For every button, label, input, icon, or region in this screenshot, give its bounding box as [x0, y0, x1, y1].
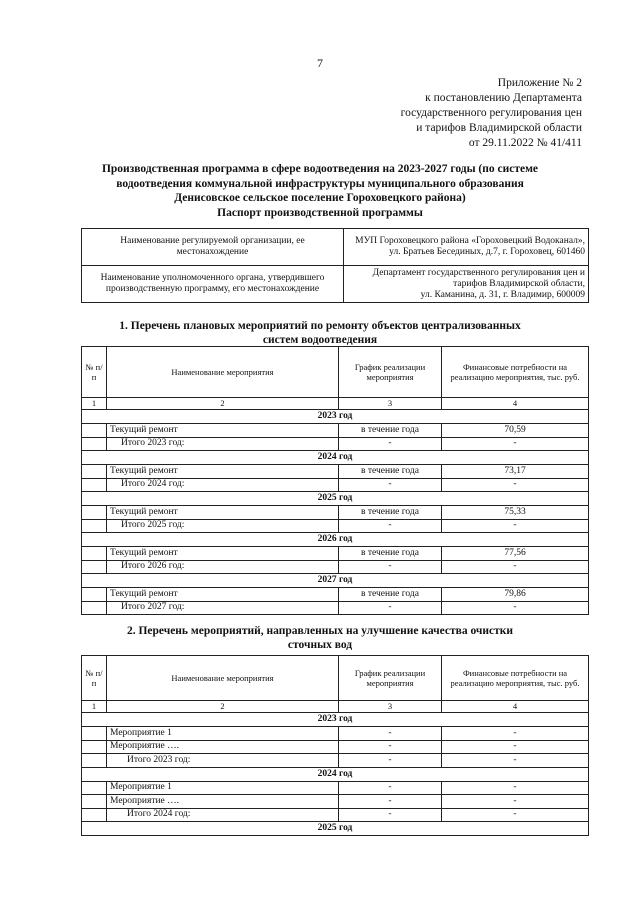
title-line: Производственная программа в сфере водоотведения на 2023-2027 годы (по системе	[101, 163, 539, 175]
total-row	[82, 754, 589, 768]
cell-schedule: -	[339, 781, 442, 795]
column-number-row	[82, 398, 589, 410]
total-row	[82, 808, 589, 822]
cell-num	[82, 547, 107, 561]
cell-num	[82, 754, 107, 768]
cell-cost: 70,59	[442, 424, 589, 438]
year-label: 2024 год	[82, 767, 589, 781]
cell-name: Текущий ремонт	[107, 506, 339, 520]
col-number: 2	[107, 701, 339, 713]
cell-cost: -	[442, 727, 589, 741]
year-row	[82, 767, 589, 781]
table-row	[82, 727, 589, 741]
cell-cost: -	[442, 808, 589, 822]
cell-name: Мероприятие ….	[107, 795, 339, 809]
cell-cost: 75,33	[442, 506, 589, 520]
appendix-header	[401, 76, 582, 151]
cell-num	[82, 465, 107, 479]
total-row	[82, 519, 589, 533]
cell-cost: -	[442, 754, 589, 768]
section1-title	[80, 319, 560, 347]
title-line: Паспорт производственной программы	[217, 206, 423, 219]
year-row	[82, 574, 589, 588]
cell-num	[82, 795, 107, 809]
org-value	[344, 229, 589, 266]
table-row	[82, 547, 589, 561]
cell-cost: 77,56	[442, 547, 589, 561]
col-header-name: Наименование мероприятия	[107, 347, 339, 398]
cell-total-label: Итого 2023 год:	[107, 437, 339, 451]
cell-name: Мероприятие 1	[107, 727, 339, 741]
col-header-num: № п/п	[82, 347, 107, 398]
cell-schedule: -	[339, 478, 442, 492]
auth-value-line: ул. Каманина, д. 31, г. Владимир, 600009	[420, 289, 585, 300]
table-row	[82, 740, 589, 754]
section2-title	[80, 624, 560, 652]
table-header-row	[82, 347, 589, 398]
col-header-schedule: График реализации мероприятия	[339, 656, 442, 701]
cell-total-label: Итого 2027 год:	[107, 601, 339, 615]
col-number: 3	[339, 701, 442, 713]
cell-schedule: -	[339, 740, 442, 754]
cell-cost: -	[442, 437, 589, 451]
auth-label: Наименование уполномоченного органа, утвердившего производственную программу, его местонахождение	[82, 266, 344, 303]
cell-schedule: -	[339, 437, 442, 451]
col-number: 4	[442, 701, 589, 713]
table-row	[82, 781, 589, 795]
col-number: 3	[339, 398, 442, 410]
repair-plan-table	[81, 346, 589, 615]
cell-schedule: -	[339, 519, 442, 533]
col-header-cost: Финансовые потребности на реализацию мероприятия, тыс. руб.	[442, 347, 589, 398]
year-label: 2024 год	[82, 451, 589, 465]
cell-total-label: Итого 2026 год:	[107, 560, 339, 574]
auth-value-line: Департамент государственного регулирования цен и тарифов Владимирской области,	[372, 267, 585, 289]
year-label: 2026 год	[82, 533, 589, 547]
cell-schedule: -	[339, 795, 442, 809]
cell-num	[82, 437, 107, 451]
table-row	[82, 588, 589, 602]
cell-schedule: -	[339, 754, 442, 768]
passport-row-authority	[82, 266, 589, 303]
title-line: Денисовское сельское поселение Гороховецкого района)	[174, 192, 466, 204]
cell-cost: -	[442, 560, 589, 574]
cell-num	[82, 808, 107, 822]
cell-name: Текущий ремонт	[107, 547, 339, 561]
cell-total-label: Итого 2025 год:	[107, 519, 339, 533]
cell-cost: -	[442, 519, 589, 533]
section-title-line: сточных вод	[287, 639, 353, 651]
cell-total-label: Итого 2024 год:	[107, 478, 339, 492]
year-row	[82, 451, 589, 465]
appendix-line: государственного регулирования цен	[400, 107, 582, 119]
cell-cost: 73,17	[442, 465, 589, 479]
year-label: 2025 год	[82, 822, 589, 836]
cell-name: Текущий ремонт	[107, 588, 339, 602]
total-row	[82, 560, 589, 574]
year-row	[82, 492, 589, 506]
cell-cost: -	[442, 795, 589, 809]
col-header-cost: Финансовые потребности на реализацию мероприятия, тыс. руб.	[442, 656, 589, 701]
cell-total-label: Итого 2023 год:	[107, 754, 339, 768]
year-label: 2027 год	[82, 574, 589, 588]
section-title-line: систем водоотведения	[262, 334, 378, 346]
cell-num	[82, 727, 107, 741]
cell-num	[82, 506, 107, 520]
table-row	[82, 795, 589, 809]
treatment-plan-body	[82, 713, 589, 822]
cell-num	[82, 601, 107, 615]
cell-num	[82, 424, 107, 438]
cell-num	[82, 588, 107, 602]
year-row	[82, 713, 589, 727]
table-row	[82, 465, 589, 479]
cell-name: Мероприятие 1	[107, 781, 339, 795]
cell-schedule: в течение года	[339, 547, 442, 561]
col-header-name: Наименование мероприятия	[107, 656, 339, 701]
passport-table	[81, 228, 589, 303]
cell-schedule: в течение года	[339, 465, 442, 479]
year-label: 2025 год	[82, 492, 589, 506]
cell-cost: -	[442, 478, 589, 492]
section-title-line: 1. Перечень плановых мероприятий по ремонту объектов централизованных	[119, 320, 521, 332]
year-row	[82, 533, 589, 547]
cell-num	[82, 740, 107, 754]
cell-num	[82, 560, 107, 574]
col-number: 1	[82, 701, 107, 713]
cell-cost: -	[442, 740, 589, 754]
cell-schedule: в течение года	[339, 506, 442, 520]
year-row	[82, 822, 589, 836]
section-title-line: 2. Перечень мероприятий, направленных на улучшение качества очистки	[126, 625, 514, 637]
cell-schedule: -	[339, 808, 442, 822]
title-line: водоотведения коммунальной инфраструктуры муниципального образования	[116, 177, 524, 190]
document-title	[80, 162, 560, 220]
col-number: 4	[442, 398, 589, 410]
year-label: 2023 год	[82, 410, 589, 424]
org-value-line: МУП Гороховецкого района «Гороховецкий Водоканал»,	[355, 236, 585, 246]
col-header-schedule: График реализации мероприятия	[339, 347, 442, 398]
year-row	[82, 410, 589, 424]
cell-total-label: Итого 2024 год:	[107, 808, 339, 822]
cell-num	[82, 781, 107, 795]
auth-value	[344, 266, 589, 303]
cell-cost: -	[442, 601, 589, 615]
cell-name: Мероприятие ….	[107, 740, 339, 754]
table-row	[82, 506, 589, 520]
org-value-line: ул. Братьев Бесединых, д.7, г. Гороховец, 601460	[389, 247, 585, 257]
org-label: Наименование регулируемой организации, ее местонахождение	[82, 229, 344, 266]
appendix-line: к постановлению Департамента	[425, 92, 582, 104]
appendix-line: Приложение № 2	[497, 77, 582, 89]
year-label: 2023 год	[82, 713, 589, 727]
total-row	[82, 601, 589, 615]
total-row	[82, 478, 589, 492]
col-number: 2	[107, 398, 339, 410]
treatment-plan-table	[81, 655, 589, 836]
appendix-line: от 29.11.2022 № 41/411	[468, 137, 582, 149]
cell-schedule: -	[339, 560, 442, 574]
col-number: 1	[82, 398, 107, 410]
repair-plan-body	[82, 410, 589, 615]
table-row	[82, 424, 589, 438]
cell-cost: 79,86	[442, 588, 589, 602]
table-header-row	[82, 656, 589, 701]
page-number: 7	[317, 56, 323, 70]
column-number-row	[82, 701, 589, 713]
cell-name: Текущий ремонт	[107, 465, 339, 479]
cell-schedule: -	[339, 601, 442, 615]
cell-cost: -	[442, 781, 589, 795]
cell-schedule: -	[339, 727, 442, 741]
appendix-line: и тарифов Владимирской области	[416, 122, 582, 134]
cell-schedule: в течение года	[339, 424, 442, 438]
passport-row-organization	[82, 229, 589, 266]
cell-num	[82, 519, 107, 533]
col-header-num: № п/п	[82, 656, 107, 701]
cell-num	[82, 478, 107, 492]
total-row	[82, 437, 589, 451]
cell-name: Текущий ремонт	[107, 424, 339, 438]
cell-schedule: в течение года	[339, 588, 442, 602]
